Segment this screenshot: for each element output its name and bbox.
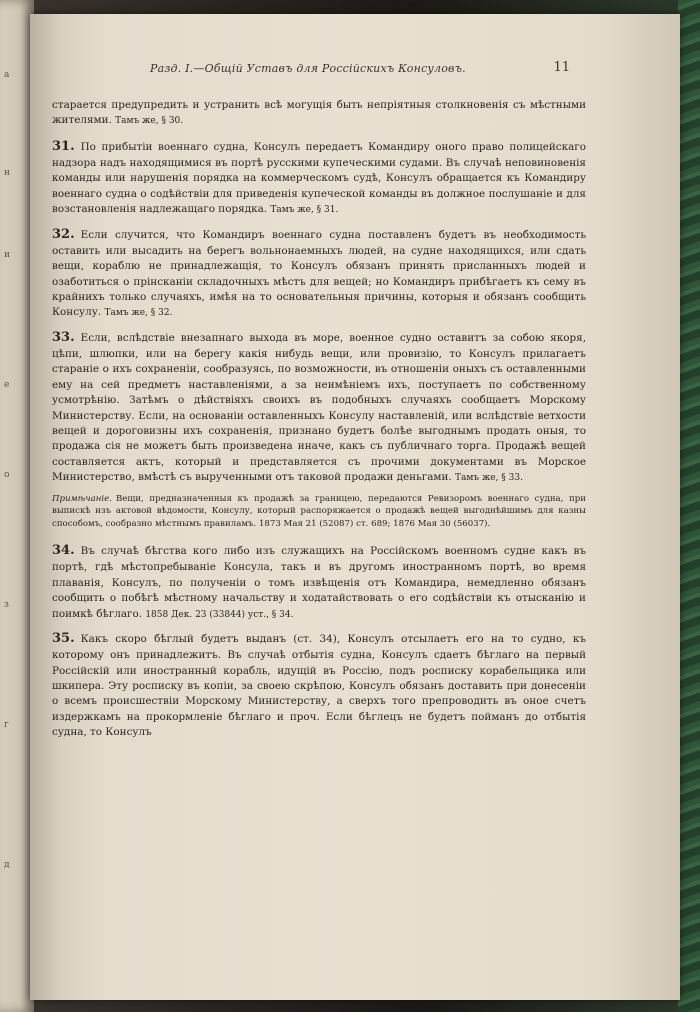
- note-text: Вещи, предназначенныя къ продажѣ за границею, передаются Ревизоромъ военнаго судна, при выпискѣ изъ актовой вѣдомости, Консулу, который распоряжается о продажѣ вещей выгоднѣйшимъ для казны способомъ, сообразно мѣстнымъ правиламъ.: [52, 493, 586, 530]
- page-number: 11: [553, 60, 570, 75]
- article-reference: Тамъ же, § 32.: [104, 308, 173, 319]
- article-number: 34.: [52, 543, 75, 559]
- article-text: Какъ скоро бѣглый будетъ выданъ (ст. 34), Консулъ отсылаетъ его на то судно, къ которому онъ принадлежитъ. Въ случаѣ отбытія судна, Консулъ сдаетъ бѣглаго на первый Россійскій или иностранный корабль, идущій въ Россію, подъ росписку корабельщика или шкипера. Эту росписку въ копіи, за своею скрѣпою, Консулъ обязанъ доставить при донесеніи о всемъ происшествіи Морскому Министерству, а сверхъ того препроводить въ оное счетъ издержкамъ на прокормленіе бѣглаго и проч. Если бѣглецъ не будетъ пойманъ до отбытія судна, то Консулъ: [52, 632, 586, 739]
- article-34: [52, 541, 586, 622]
- article-33: [52, 328, 586, 486]
- edge-glyph: о: [4, 470, 10, 480]
- article-reference: 1858 Дек. 23 (33844) уст., § 34.: [145, 609, 294, 620]
- article-reference: Тамъ же, § 31.: [270, 205, 339, 216]
- article-number: 35.: [52, 630, 75, 646]
- edge-glyph: а: [4, 70, 10, 80]
- article-32: [52, 225, 586, 321]
- article-text: Въ случаѣ бѣгства кого либо изъ служащихъ на Россійскомъ военномъ судне какъ въ портѣ, гдѣ мѣстопребываніе Консула, такъ и въ другомъ иностранномъ портѣ, во время плаванія, Консулъ, по полученіи о томъ извѣщенія отъ Командира, немедленно обязанъ сообщить о побѣгѣ мѣстному начальству и ходатайствовать о его содѣйствіи къ отысканію и поимкѣ бѣглаго.: [52, 545, 586, 620]
- note-paragraph: [52, 493, 586, 532]
- edge-glyph: з: [4, 600, 9, 610]
- marbled-endpaper: [678, 0, 700, 1012]
- edge-glyph: е: [4, 380, 10, 390]
- article-number: 32.: [52, 226, 75, 242]
- left-page-edge: [0, 0, 34, 1012]
- note-reference: 1873 Мая 21 (52087) ст. 689; 1876 Мая 30 (56037).: [258, 519, 491, 530]
- opening-paragraph: [52, 98, 586, 129]
- article-text: По прибытіи военнаго судна, Консулъ передаетъ Командиру оного право полицейскаго надзора надъ находящимися въ портѣ русскими купеческими судами. Въ случаѣ неповиновенія команды или нарушенія порядка на коммерческомъ судѣ, Консулъ обращается къ Командиру военнаго судна о содѣйствіи для приведенія купеческой команды въ должное послушаніе и для возстановленія надлежащаго порядка.: [52, 140, 586, 216]
- page-text: [52, 98, 586, 748]
- article-35: [52, 629, 586, 741]
- article-text: Если, вслѣдствіе внезапнаго выхода въ море, военное судно оставитъ за собою якоря, цѣпи, шлюпки, или на берегу какія нибудь вещи, или провизію, то Консулъ прилагаетъ стараніе о ихъ сохраненіи, сообразуясь, по возможности, въ отношеніи оныхъ съ оставленными ему на сей предметъ наставленіями, а за неимѣніемъ ихъ, поступаетъ по собственному усмотрѣнію. Затѣмъ о дѣйствіяхъ своихъ въ подобныхъ случаяхъ сообщаетъ Морскому Министерству. Если, на основаніи оставленныхъ Консулу наставленій, или вслѣдствіе ветхости вещей и дороговизны ихъ сохраненія, признано будетъ болѣе выгоднымъ продать оныя, то продажа сія не можетъ быть произведена иначе, какъ съ публичнаго торга. Продажѣ вещей составляется актъ, который и представляется съ прочими документами въ Морское Министерство, вмѣстѣ съ вырученными отъ таковой продажи деньгами.: [52, 331, 586, 484]
- note-label: Примѣчаніе.: [52, 493, 112, 504]
- article-text: Если случится, что Командиръ военнаго судна поставленъ будетъ въ необходимость оставить или высадить на берегъ вольнонаемныхъ людей, на судне находящихся, или сдать вещи, кораблю не принадлежащія, то Консулъ обязанъ принять присланныхъ людей и озаботиться о прінсканіи складочныхъ мѣстъ для вещей; но Командиръ прибѣгаетъ къ сему въ крайнихъ только случаяхъ, имѣя на то основательныя причины, которыя и обязанъ сообщить Консулу.: [52, 228, 586, 319]
- edge-glyph: г: [4, 720, 9, 730]
- paragraph-text: старается предупредить и устранить всѣ могущія быть непріятныя столкновенія съ мѣстными жителями.: [52, 99, 586, 127]
- article-number: 33.: [52, 329, 75, 345]
- edge-glyph: н: [4, 168, 10, 178]
- article-31: [52, 137, 586, 218]
- running-head-title: Разд. I.—Общій Уставъ для Россійскихъ Консуловъ.: [150, 62, 466, 75]
- article-number: 31.: [52, 138, 75, 154]
- edge-glyph: д: [4, 860, 10, 870]
- article-reference: Тамъ же, § 33.: [455, 473, 523, 484]
- edge-glyph: и: [4, 250, 10, 260]
- paragraph-reference: Тамъ же, § 30.: [115, 116, 184, 127]
- running-head: [40, 62, 600, 80]
